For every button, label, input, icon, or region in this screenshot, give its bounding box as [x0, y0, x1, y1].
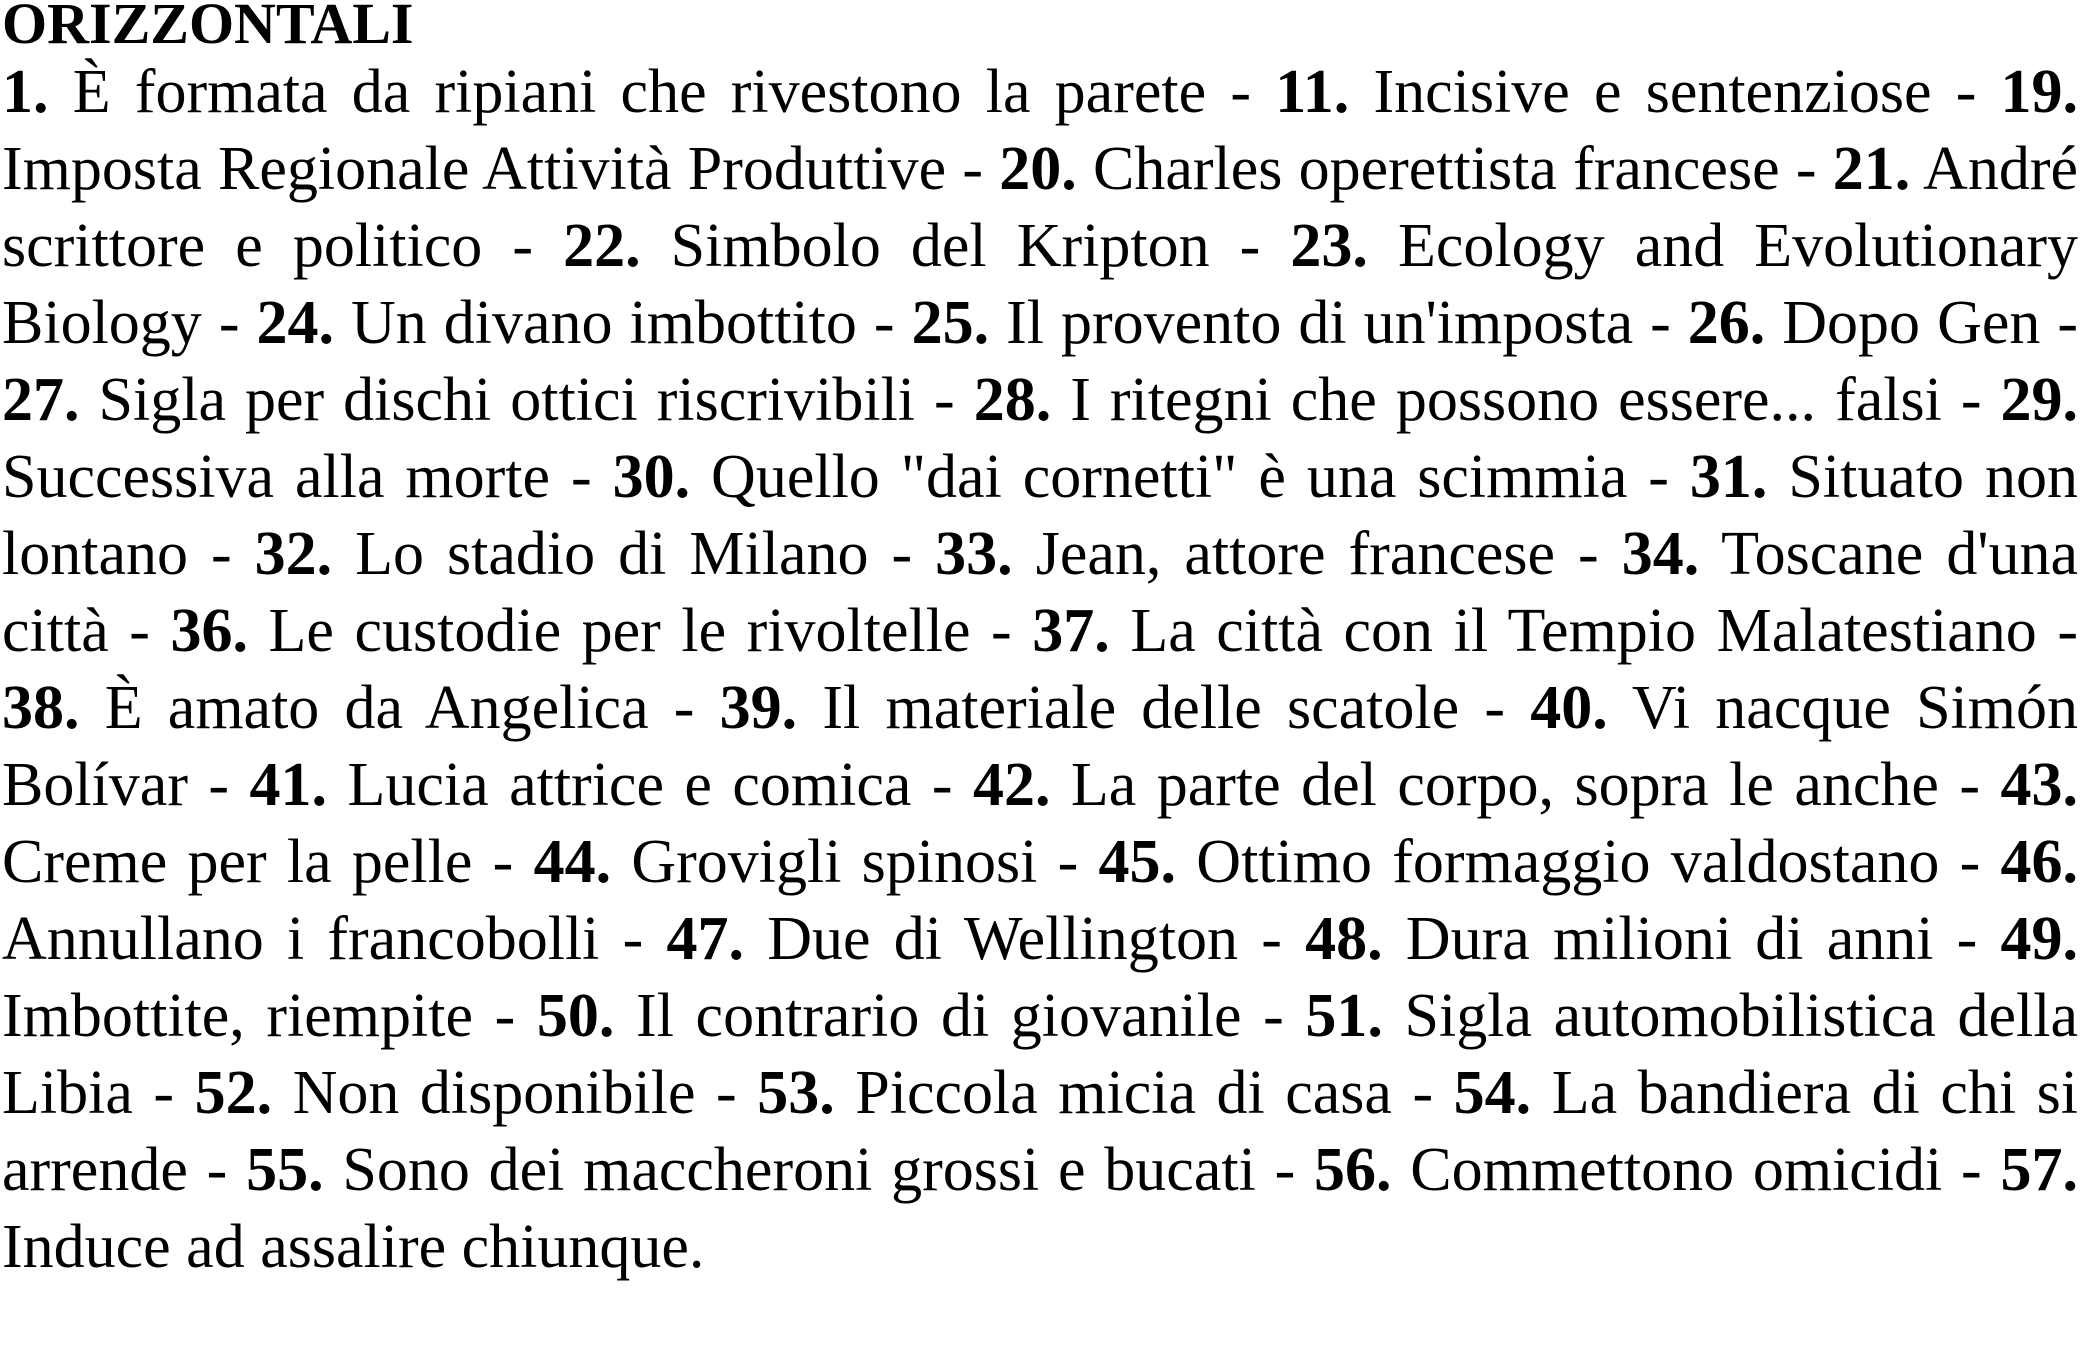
clue-number: 1.: [2, 58, 49, 126]
clue-number: 41.: [249, 751, 328, 819]
clue-number: 30.: [612, 443, 691, 511]
clue-text: Lucia attrice e comica: [347, 751, 912, 819]
clue-text: Simbolo del Kripton: [670, 212, 1210, 280]
clue-number: 20.: [999, 135, 1077, 203]
clue-number: 47.: [666, 905, 744, 973]
clue-text: La parte del corpo, sopra le anche: [1070, 751, 1939, 819]
clue: [1099, 828, 1940, 896]
clue-number: 39.: [719, 674, 798, 742]
clue-number: 33.: [935, 520, 1013, 588]
clue-number: 50.: [536, 982, 615, 1050]
clue-text: Imbottite, riempite: [2, 982, 474, 1050]
clue: [1314, 1136, 1942, 1204]
clue-text: Induce ad assalire chiunque.: [2, 1213, 705, 1281]
clue-text: Sigla per dischi ottici riscrivibili: [98, 366, 916, 434]
clue-number: 45.: [1098, 828, 1177, 896]
clue-text: Incisive e sentenziose: [1373, 58, 1932, 126]
section-heading: ORIZZONTALI: [2, 0, 414, 56]
clue-text: Non disponibile: [292, 1059, 696, 1127]
clue: [999, 135, 1779, 203]
clue-text: Dopo Gen: [1782, 289, 2041, 357]
clue-number: 56.: [1314, 1136, 1392, 1204]
clue: [973, 751, 1939, 819]
clue-number: 51.: [1305, 982, 1383, 1050]
clue: [935, 520, 1555, 588]
clue: [720, 674, 1459, 742]
clue-number: 57.: [2000, 1136, 2078, 1204]
clue: [1305, 905, 1933, 973]
clue-text: Sigla automobilistica della Libia: [2, 982, 2078, 1127]
crossword-clues-page: [2, 0, 2078, 1363]
clue: [2, 366, 915, 434]
clue-number: 53.: [757, 1059, 835, 1127]
clue-text: Due di Wellington: [767, 905, 1238, 973]
clue-text: Vi nacque Simón Bolívar: [2, 674, 2078, 819]
clue: [2, 674, 649, 742]
clue-number: 29.: [2000, 366, 2079, 434]
clue-number: 52.: [194, 1059, 273, 1127]
clue-number: 54.: [1453, 1059, 1532, 1127]
clue-text: Piccola micia di casa: [855, 1059, 1392, 1127]
clue-number: 34.: [1621, 520, 1700, 588]
clue-number: 27.: [2, 366, 80, 434]
clue-text: Grovigli spinosi: [631, 828, 1038, 896]
clue-number: 19.: [2000, 58, 2079, 126]
clue-text: Creme per la pelle: [2, 828, 473, 896]
clue-text: Annullano i francobolli: [2, 905, 600, 973]
clue-number: 40.: [1530, 674, 1608, 742]
clue-number: 49.: [2000, 905, 2079, 973]
clue-text: Sono dei maccheroni grossi e bucati: [342, 1136, 1256, 1204]
clue-number: 21.: [1832, 135, 1911, 203]
clue-text: Il materiale delle scatole: [822, 674, 1460, 742]
clue-number: 23.: [1290, 212, 1368, 280]
clue-number: 28.: [973, 366, 1052, 434]
clue-text: È formata da ripiani che rivestono la parete: [72, 58, 1207, 126]
clue-text: Un divano imbottito: [351, 289, 857, 357]
clue-text: Jean, attore francese: [1035, 520, 1556, 588]
clue-number: 55.: [246, 1136, 324, 1204]
clue-text: Charles operettista francese: [1093, 135, 1780, 203]
clue-text: Ecology and Evolutionary Biology: [2, 212, 2079, 357]
clue-number: 43.: [2000, 751, 2078, 819]
clue-text: Quello "dai cornetti" è una scimmia: [711, 443, 1628, 511]
clue: [2, 58, 1206, 126]
clue: [1688, 289, 2041, 357]
clue-number: 48.: [1305, 905, 1383, 973]
clue: [757, 1059, 1392, 1127]
clue: [666, 905, 1238, 973]
clue-text: Dura milioni di anni: [1405, 905, 1934, 973]
clue-text: Il provento di un'imposta: [1006, 289, 1634, 357]
clue: [563, 212, 1210, 280]
clue: [1032, 597, 2037, 665]
clue-text: Commettono omicidi: [1410, 1136, 1943, 1204]
clue: [912, 289, 1634, 357]
clue: [974, 366, 1942, 434]
clue-text: Situato non lontano: [2, 443, 2078, 588]
clue: [250, 751, 912, 819]
clue: [246, 1136, 1256, 1204]
clue: [1275, 58, 1931, 126]
clue: [613, 443, 1628, 511]
clue-number: 38.: [2, 674, 80, 742]
clue: [534, 828, 1038, 896]
clue-text: Il contrario di giovanile: [636, 982, 1242, 1050]
clue-text: Ottimo formaggio valdostano: [1196, 828, 1940, 896]
clue: [195, 1059, 696, 1127]
clue-number: 22.: [563, 212, 641, 280]
clue-number: 11.: [1275, 58, 1350, 126]
clue-number: 46.: [2000, 828, 2079, 896]
clue-text: Toscane d'una città: [2, 520, 2079, 665]
clue-number: 31.: [1689, 443, 1768, 511]
clue: [255, 520, 869, 588]
clue-number: 26.: [1687, 289, 1766, 357]
clue-number: 37.: [1032, 597, 1110, 665]
clue: [537, 982, 1242, 1050]
clue-text: Le custodie per le rivoltelle: [268, 597, 971, 665]
clue-text: È amato da Angelica: [104, 674, 649, 742]
clue-text: I ritegni che possono essere... falsi: [1070, 366, 1942, 434]
clue-number: 32.: [254, 520, 333, 588]
clue-number: 25.: [911, 289, 990, 357]
clue: [170, 597, 970, 665]
clue-number: 36.: [170, 597, 248, 665]
clue-number: 24.: [256, 289, 334, 357]
clue-number: 42.: [972, 751, 1051, 819]
clue: [256, 289, 856, 357]
clue-paragraph: 1. È formata da ripiani che rivestono la parete - 11. Incisive e sentenziose - 19. Imposta Regionale Attività Produttive - 20. Charles operettista francese - 21. André scrittore e politico - 22. Simbolo del Kripton - 23. Ecology and Evolutionary Biology - 24. Un divano imbottito - 25. Il provento di un'imposta - 26. Dopo Gen - 27. Sigla per dischi ottici riscrivibili - 28. I ritegni che possono essere... falsi - 29. Successiva alla morte - 30. Quello "dai cornetti" è una scimmia - 31. Situato non lontano - 32. Lo stadio di Milano - 33. Jean, attore francese - 34. Toscane d'una città - 36. Le custodie per le rivoltelle - 37. La città con il Tempio Malatestiano - 38. È amato da Angelica - 39. Il materiale delle scatole - 40. Vi nacque Simón Bolívar - 41. Lucia attrice e comica - 42. La parte del corpo, sopra le anche - 43. Creme per la pelle - 44. Grovigli spinosi - 45. Ottimo formaggio valdostano - 46. Annullano i francobolli - 47. Due di Wellington - 48. Dura milioni di anni - 49. Imbottite, riempite - 50. Il contrario di giovanile - 51. Sigla automobilistica della Libia - 52. Non disponibile - 53. Piccola micia di casa - 54. La bandiera di chi si arrende - 55. Sono dei maccheroni grossi e bucati - 56. Commettono omicidi - 57. Induce ad assalire chiunque.: [2, 58, 2079, 1281]
clue-text: La bandiera di chi si arrende: [2, 1059, 2078, 1204]
clue-number: 44.: [533, 828, 612, 896]
clue-text: Successiva alla morte: [2, 443, 551, 511]
clue-text: André scrittore e politico: [2, 135, 2078, 280]
clue-text: La città con il Tempio Malatestiano: [1130, 597, 2037, 665]
clue-text: Lo stadio di Milano: [355, 520, 869, 588]
clue-text: Imposta Regionale Attività Produttive: [2, 135, 947, 203]
